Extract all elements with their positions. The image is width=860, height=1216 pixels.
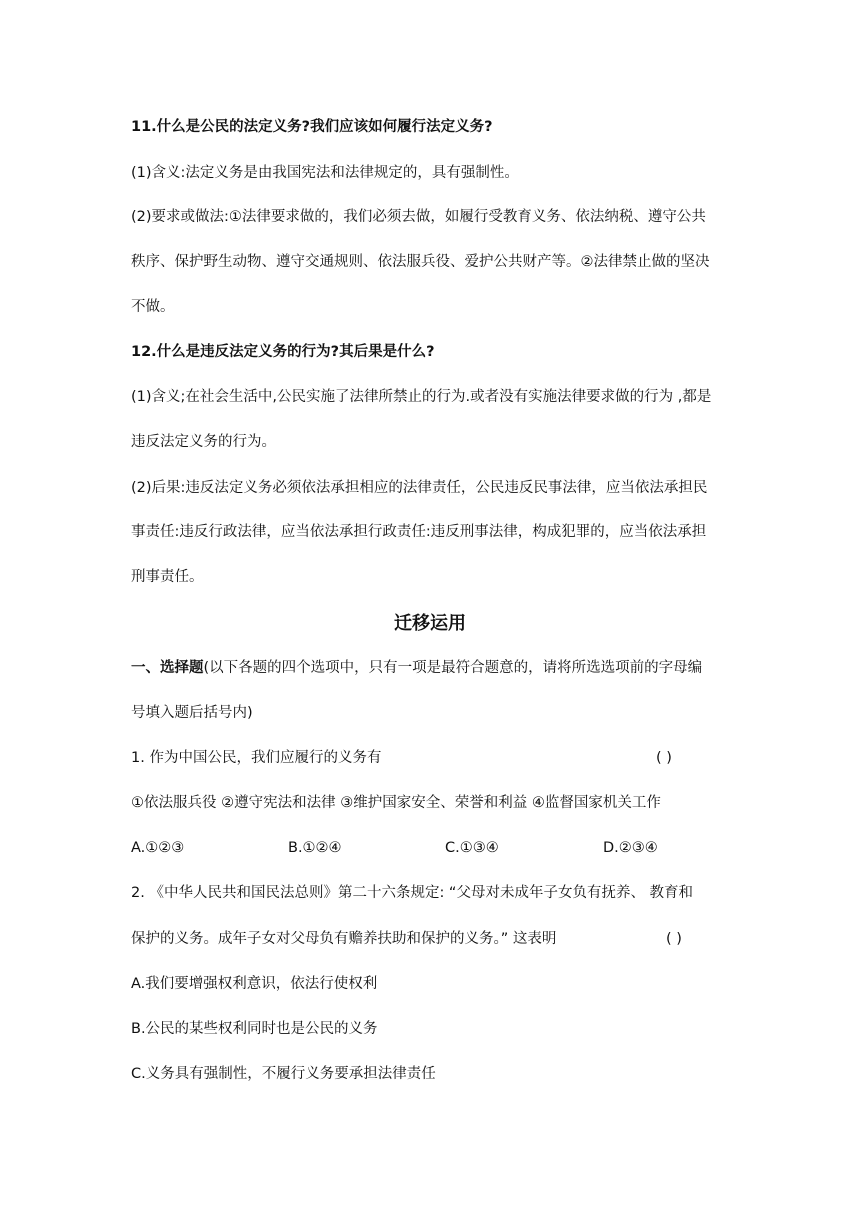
part1-instruction-line-2: 号填入题后括号内) (131, 705, 253, 721)
section-title: 迁移运用 (394, 613, 466, 634)
q12-paragraph-2-line-2: 事责任:违反行政法律，应当依法承担行政责任:违反刑事法律，构成犯罪的，应当依法承担 (131, 524, 707, 540)
q11-heading: 11.什么是公民的法定义务?我们应该如何履行法定义务? (131, 119, 493, 135)
part1-label: 一、选择题 (131, 660, 204, 676)
question1-answer-paren: ( ) (656, 750, 672, 766)
question1-items: ①依法服兵役 ②遵守宪法和法律 ③维护国家安全、荣誉和利益 ④监督国家机关工作 (131, 795, 661, 811)
question2-option-c: C.义务具有强制性，不履行义务要承担法律责任 (131, 1066, 436, 1082)
part1-instruction-text: (以下各题的四个选项中，只有一项是最符合题意的，请将所选选项前的字母编 (203, 660, 703, 676)
q12-paragraph-1-line-1: (1)含义;在社会生活中,公民实施了法律所禁止的行为.或者没有实施法律要求做的行为 ,都是 (131, 389, 712, 405)
q11-paragraph-2-line-1: (2)要求或做法:①法律要求做的，我们必须去做，如履行受教育义务、依法纳税、遵守公共 (131, 209, 706, 225)
q11-paragraph-2-line-3: 不做。 (131, 299, 175, 315)
part1-instruction-line-1 (131, 658, 702, 678)
q12-paragraph-2-line-3: 刑事责任。 (131, 569, 204, 585)
q12-heading: 12.什么是违反法定义务的行为?其后果是什么? (131, 344, 435, 360)
question2-option-b: B.公民的某些权利同时也是公民的义务 (131, 1021, 378, 1037)
question2-stem-line-2: 保护的义务。成年子女对父母负有赡养扶助和保护的义务。” 这表明 (131, 931, 557, 947)
q11-paragraph-1: (1)含义:法定义务是由我国宪法和法律规定的，具有强制性。 (131, 165, 519, 181)
question1-option-b: B.①②④ (288, 840, 342, 856)
question1-option-c: C.①③④ (445, 840, 499, 856)
q12-paragraph-1-line-2: 违反法定义务的行为。 (131, 434, 276, 450)
q11-paragraph-2-line-2: 秩序、保护野生动物、遵守交通规则、依法服兵役、爱护公共财产等。②法律禁止做的坚决 (131, 254, 710, 270)
question2-stem-line-1: 2. 《中华人民共和国民法总则》第二十六条规定: “父母对未成年子女负有抚养、 教育和 (131, 885, 694, 901)
question2-option-a: A.我们要增强权利意识，依法行使权利 (131, 976, 378, 992)
q12-paragraph-2-line-1: (2)后果:违反法定义务必须依法承担相应的法律责任，公民违反民事法律，应当依法承担民 (131, 480, 708, 496)
question1-option-d: D.②③④ (603, 840, 658, 856)
question1-option-a: A.①②③ (131, 840, 185, 856)
question2-answer-paren: ( ) (666, 931, 682, 947)
question1-stem: 1. 作为中国公民，我们应履行的义务有 (131, 750, 382, 766)
